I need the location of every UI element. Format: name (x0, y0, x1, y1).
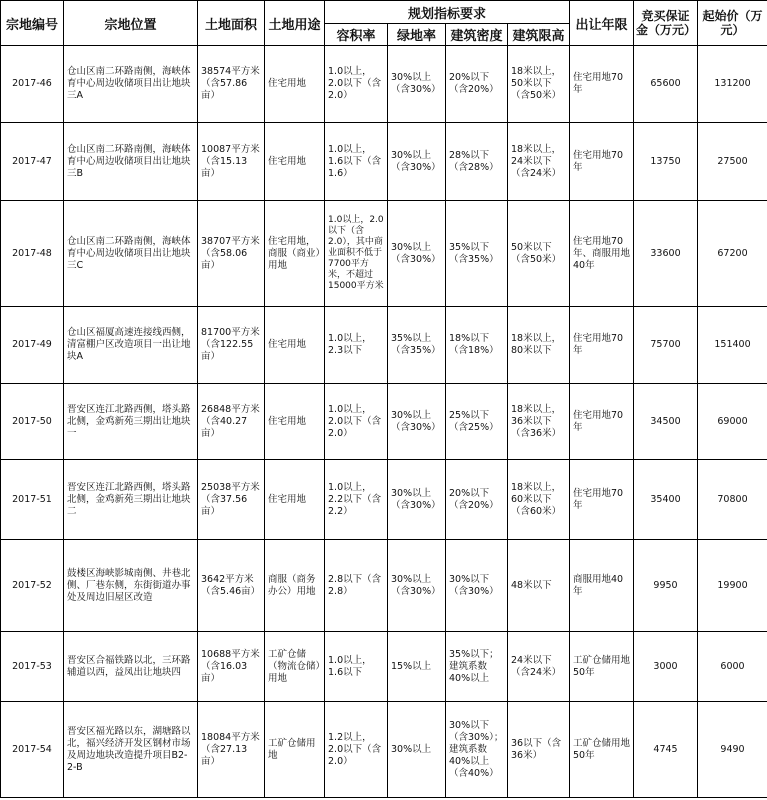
cell-deposit: 4745 (634, 702, 698, 798)
cell-density: 28%以下（含28%） (446, 123, 508, 201)
cell-id: 2017-46 (1, 46, 64, 123)
cell-location: 仓山区南二环路南侧，海峡体育中心周边收储项目出让地块三B (64, 123, 198, 201)
table-row (1, 384, 767, 460)
header-deposit: 竞买保证金（万元） (634, 1, 698, 46)
cell-location: 晋安区福光路以东，湖塘路以北，福兴经济开发区钢材市场及周边地块改造提升项目B2-2-B (64, 702, 198, 798)
cell-deposit: 9950 (634, 540, 698, 632)
cell-green: 30%以上 (388, 702, 446, 798)
cell-location: 鼓楼区海峡影城南侧、井巷北侧、厂巷东侧，东街街道办事处及周边旧屋区改造 (64, 540, 198, 632)
cell-price: 6000 (698, 632, 767, 702)
cell-term: 工矿仓储用地50年 (570, 702, 634, 798)
table-row (1, 46, 767, 123)
cell-height: 50米以下（含50米） (508, 201, 570, 307)
header-area: 土地面积 (198, 1, 265, 46)
cell-area: 38574平方米（含57.86亩） (198, 46, 265, 123)
cell-location: 仓山区南二环路南侧，海峡体育中心周边收储项目出让地块三A (64, 46, 198, 123)
cell-term: 住宅用地70年 (570, 384, 634, 460)
cell-location: 仓山区南二环路南侧，海峡体育中心周边收储项目出让地块三C (64, 201, 198, 307)
cell-green: 30%以上（含30%） (388, 46, 446, 123)
cell-green: 30%以上（含30%） (388, 123, 446, 201)
cell-far: 2.8以下（含2.8） (325, 540, 388, 632)
header-use: 土地用途 (265, 1, 325, 46)
cell-price: 9490 (698, 702, 767, 798)
cell-deposit: 3000 (634, 632, 698, 702)
cell-density: 35%以下（含35%） (446, 201, 508, 307)
cell-use: 住宅用地 (265, 46, 325, 123)
cell-price: 67200 (698, 201, 767, 307)
cell-deposit: 35400 (634, 460, 698, 540)
cell-price: 27500 (698, 123, 767, 201)
cell-density: 25%以下（含25%） (446, 384, 508, 460)
cell-green: 15%以上 (388, 632, 446, 702)
header-start-price: 起始价（万元） (698, 1, 767, 46)
cell-term: 工矿仓储用地50年 (570, 632, 634, 702)
cell-green: 30%以上（含30%） (388, 540, 446, 632)
table-row (1, 702, 767, 798)
cell-id: 2017-49 (1, 307, 64, 384)
cell-height: 18米以上，36米以下（含36米） (508, 384, 570, 460)
cell-term: 住宅用地70年 (570, 46, 634, 123)
cell-use: 住宅用地 (265, 123, 325, 201)
cell-id: 2017-52 (1, 540, 64, 632)
cell-location: 晋安区连江北路西侧，塔头路北侧，金鸡新苑三期出让地块一 (64, 384, 198, 460)
cell-price: 70800 (698, 460, 767, 540)
cell-term: 住宅用地70年 (570, 123, 634, 201)
cell-area: 38707平方米（含58.06亩） (198, 201, 265, 307)
cell-term: 商服用地40年 (570, 540, 634, 632)
cell-density: 20%以下（含20%） (446, 460, 508, 540)
cell-id: 2017-51 (1, 460, 64, 540)
cell-deposit: 33600 (634, 201, 698, 307)
cell-id: 2017-47 (1, 123, 64, 201)
cell-price: 151400 (698, 307, 767, 384)
cell-deposit: 75700 (634, 307, 698, 384)
cell-id: 2017-54 (1, 702, 64, 798)
cell-area: 18084平方米（含27.13亩） (198, 702, 265, 798)
header-far: 容积率 (325, 24, 388, 46)
cell-term: 住宅用地70年、商服用地40年 (570, 201, 634, 307)
header-location: 宗地位置 (64, 1, 198, 46)
table-row (1, 460, 767, 540)
table-row (1, 123, 767, 201)
cell-area: 81700平方米（含122.55亩） (198, 307, 265, 384)
cell-deposit: 65600 (634, 46, 698, 123)
header-green: 绿地率 (388, 24, 446, 46)
cell-green: 30%以上（含30%） (388, 384, 446, 460)
cell-use: 住宅用地 (265, 384, 325, 460)
header-id: 宗地编号 (1, 1, 64, 46)
cell-use: 住宅用地，商服（商业）用地 (265, 201, 325, 307)
cell-price: 69000 (698, 384, 767, 460)
table-row (1, 201, 767, 307)
cell-height: 24米以下（含24米） (508, 632, 570, 702)
table-row (1, 632, 767, 702)
cell-far: 1.0以上，1.6以下 (325, 632, 388, 702)
cell-term: 住宅用地70年 (570, 460, 634, 540)
table-row (1, 307, 767, 384)
cell-use: 住宅用地 (265, 460, 325, 540)
cell-location: 晋安区合福铁路以北，三环路辅道以西，益凤出让地块四 (64, 632, 198, 702)
table-row (1, 540, 767, 632)
cell-use: 商服（商务办公）用地 (265, 540, 325, 632)
cell-use: 工矿仓储（物流仓储）用地 (265, 632, 325, 702)
cell-id: 2017-48 (1, 201, 64, 307)
cell-density: 20%以下（含20%） (446, 46, 508, 123)
cell-location: 晋安区连江北路西侧，塔头路北侧，金鸡新苑三期出让地块二 (64, 460, 198, 540)
cell-height: 18米以上，80米以下 (508, 307, 570, 384)
cell-height: 18米以上，24米以下（含24米） (508, 123, 570, 201)
cell-green: 30%以上（含30%） (388, 460, 446, 540)
cell-id: 2017-50 (1, 384, 64, 460)
cell-area: 10688平方米（含16.03亩） (198, 632, 265, 702)
cell-far: 1.0以上，1.6以下（含1.6） (325, 123, 388, 201)
cell-location: 仓山区福厦高速连接线西侧，清富棚户区改造项目一出让地块A (64, 307, 198, 384)
header-density: 建筑密度 (446, 24, 508, 46)
cell-term: 住宅用地70年 (570, 307, 634, 384)
cell-use: 工矿仓储用地 (265, 702, 325, 798)
cell-green: 35%以上（含35%） (388, 307, 446, 384)
cell-area: 10087平方米（含15.13亩） (198, 123, 265, 201)
cell-deposit: 13750 (634, 123, 698, 201)
cell-price: 19900 (698, 540, 767, 632)
cell-far: 1.0以上，2.0以下（含2.0） (325, 46, 388, 123)
cell-density: 35%以下；建筑系数40%以上 (446, 632, 508, 702)
cell-far: 1.0以上，2.0以下（含2.0） (325, 384, 388, 460)
cell-area: 3642平方米（含5.46亩） (198, 540, 265, 632)
cell-price: 131200 (698, 46, 767, 123)
cell-density: 30%以下（含30%）；建筑系数40%以上（含40%） (446, 702, 508, 798)
cell-far: 1.0以上，2.0以下（含2.0），其中商业面积不低于7700平方米，不超过15000平方米 (325, 201, 388, 307)
cell-height: 48米以下 (508, 540, 570, 632)
header-height: 建筑限高 (508, 24, 570, 46)
cell-use: 住宅用地 (265, 307, 325, 384)
cell-far: 1.0以上，2.2以下（含2.2） (325, 460, 388, 540)
header-term: 出让年限 (570, 1, 634, 46)
cell-height: 36以下（含36米） (508, 702, 570, 798)
cell-area: 26848平方米（含40.27亩） (198, 384, 265, 460)
cell-far: 1.2以上，2.0以下（含2.0） (325, 702, 388, 798)
cell-density: 18%以下（含18%） (446, 307, 508, 384)
cell-id: 2017-53 (1, 632, 64, 702)
cell-deposit: 34500 (634, 384, 698, 460)
cell-height: 18米以上，50米以下（含50米） (508, 46, 570, 123)
cell-green: 30%以上（含30%） (388, 201, 446, 307)
cell-height: 18米以上，60米以下（含60米） (508, 460, 570, 540)
cell-area: 25038平方米（含37.56亩） (198, 460, 265, 540)
cell-far: 1.0以上，2.3以下 (325, 307, 388, 384)
header-planning: 规划指标要求 (325, 1, 570, 24)
cell-density: 30%以下（含30%） (446, 540, 508, 632)
